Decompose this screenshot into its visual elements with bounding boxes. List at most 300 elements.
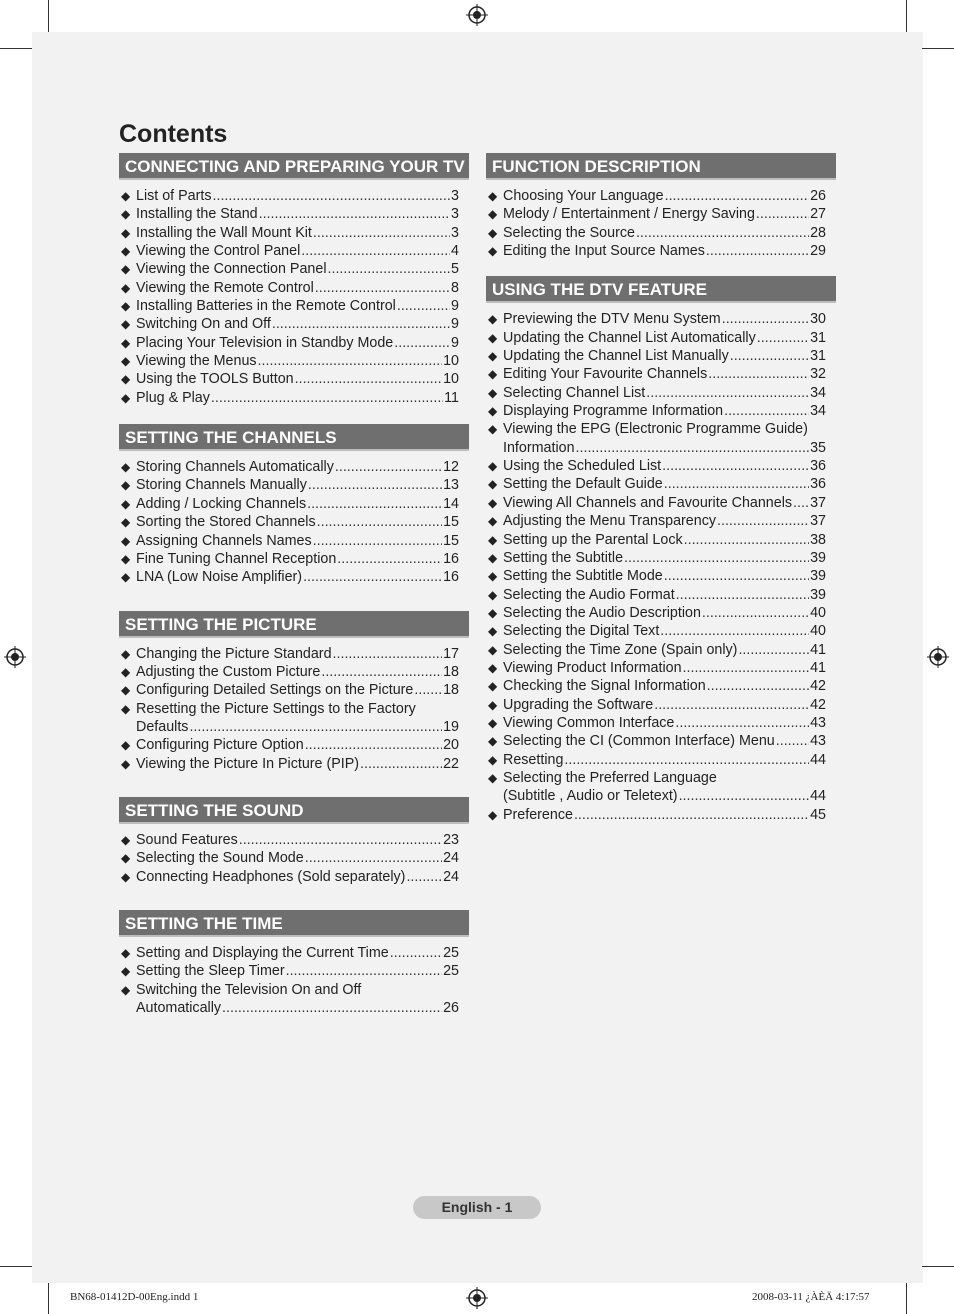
diamond-bullet-icon: ◆: [121, 869, 131, 884]
dot-leader: [321, 663, 442, 681]
toc-entry-label: Preference: [503, 806, 573, 823]
toc-entry-label: Updating the Channel List Manually: [503, 348, 729, 365]
dot-leader: [564, 751, 809, 769]
diamond-bullet-icon: ◆: [488, 225, 498, 240]
toc-entry[interactable]: [488, 586, 826, 604]
toc-list: [119, 645, 469, 773]
dot-leader: [258, 352, 443, 370]
crop-mark: [48, 0, 49, 32]
registration-mark-icon: [466, 1287, 488, 1309]
dot-leader: [730, 347, 809, 365]
toc-page-number: 30: [810, 311, 826, 328]
dot-leader: [756, 205, 809, 223]
toc-page-number: 25: [443, 944, 459, 961]
dot-leader: [664, 475, 809, 493]
toc-page-number: 24: [443, 868, 459, 885]
registration-mark-icon: [927, 646, 949, 668]
diamond-bullet-icon: ◆: [488, 587, 498, 602]
registration-mark-icon: [4, 646, 26, 668]
toc-entry-label: LNA (Low Noise Amplifier): [136, 569, 303, 586]
toc-entry-label: Viewing All Channels and Favourite Channels: [503, 494, 793, 511]
dot-leader: [303, 568, 442, 586]
toc-entry[interactable]: [488, 751, 826, 769]
toc-entry-label-continued: (Subtitle , Audio or Teletext): [503, 788, 678, 805]
toc-page-number: 13: [443, 477, 459, 494]
diamond-bullet-icon: ◆: [488, 550, 498, 565]
toc-entry[interactable]: [121, 315, 459, 333]
toc-entry[interactable]: [488, 384, 826, 402]
toc-entry-label: Setting the Subtitle: [503, 549, 624, 566]
dot-leader: [717, 512, 809, 530]
diamond-bullet-icon: ◆: [121, 982, 131, 997]
toc-entry[interactable]: [488, 696, 826, 714]
toc-entry-label: Sound Features: [136, 831, 238, 848]
diamond-bullet-icon: ◆: [121, 664, 131, 679]
toc-entry[interactable]: [488, 512, 826, 530]
dot-leader: [665, 187, 810, 205]
toc-entry-label: Editing Your Favourite Channels: [503, 366, 708, 383]
diamond-bullet-icon: ◆: [121, 851, 131, 866]
diamond-bullet-icon: ◆: [488, 367, 498, 382]
toc-entry[interactable]: [488, 365, 826, 383]
toc-page-number: 10: [443, 371, 459, 388]
dot-leader: [406, 868, 442, 886]
diamond-bullet-icon: ◆: [488, 624, 498, 639]
diamond-bullet-icon: ◆: [121, 460, 131, 475]
dot-leader: [272, 315, 450, 333]
dot-leader: [707, 677, 809, 695]
diamond-bullet-icon: ◆: [488, 312, 498, 327]
dot-leader: [662, 457, 809, 475]
section-header: CONNECTING AND PREPARING YOUR TV: [119, 153, 469, 180]
toc-page-number: 9: [451, 298, 459, 315]
diamond-bullet-icon: ◆: [121, 280, 131, 295]
toc-entry[interactable]: [121, 849, 459, 867]
section-header: SETTING THE CHANNELS: [119, 424, 469, 451]
toc-entry-label: Connecting Headphones (Sold separately): [136, 868, 406, 885]
toc-entry-label: Previewing the DTV Menu System: [503, 311, 721, 328]
toc-entry-label: Viewing Product Information: [503, 659, 682, 676]
toc-entry-label: Selecting the Digital Text: [503, 623, 660, 640]
toc-page-number: 36: [810, 458, 826, 475]
toc-entry[interactable]: [121, 242, 459, 260]
diamond-bullet-icon: ◆: [488, 514, 498, 529]
toc-entry[interactable]: [488, 224, 826, 242]
dot-leader: [724, 402, 809, 420]
diamond-bullet-icon: ◆: [121, 646, 131, 661]
toc-entry-label-continued: Defaults: [136, 718, 189, 735]
diamond-bullet-icon: ◆: [488, 642, 498, 657]
toc-entry-label: Viewing the Picture In Picture (PIP): [136, 755, 360, 772]
dot-leader: [624, 549, 809, 567]
dot-leader: [213, 187, 451, 205]
toc-page-number: 44: [810, 751, 826, 768]
toc-entry[interactable]: [488, 567, 826, 585]
toc-page-number: 16: [443, 550, 459, 567]
dot-leader: [679, 787, 810, 805]
toc-entry-label: Storing Channels Automatically: [136, 459, 334, 476]
dot-leader: [295, 370, 442, 388]
toc-entry[interactable]: [488, 659, 826, 677]
toc-page-number: 39: [810, 549, 826, 566]
toc-page-number: 17: [443, 645, 459, 662]
diamond-bullet-icon: ◆: [121, 262, 131, 277]
diamond-bullet-icon: ◆: [488, 734, 498, 749]
dot-leader: [328, 260, 451, 278]
toc-section: [119, 910, 469, 1017]
toc-page-number: 3: [451, 206, 459, 223]
toc-page-number: 42: [810, 678, 826, 695]
toc-entry[interactable]: [488, 732, 826, 750]
diamond-bullet-icon: ◆: [121, 372, 131, 387]
dot-leader: [684, 531, 809, 549]
diamond-bullet-icon: ◆: [488, 459, 498, 474]
toc-right-column: [486, 153, 836, 824]
toc-entry[interactable]: [121, 755, 459, 773]
diamond-bullet-icon: ◆: [121, 756, 131, 771]
toc-page-number: 3: [451, 188, 459, 204]
toc-entry-label: Selecting the Audio Format: [503, 586, 675, 603]
dot-leader: [646, 384, 809, 402]
diamond-bullet-icon: ◆: [488, 189, 498, 203]
toc-entry[interactable]: [488, 329, 826, 347]
toc-entry[interactable]: [121, 868, 459, 886]
dot-leader: [676, 586, 809, 604]
toc-entry[interactable]: [488, 531, 826, 549]
toc-page-number: 26: [443, 1000, 459, 1016]
crop-mark: [906, 1283, 907, 1314]
toc-entry[interactable]: [488, 457, 826, 475]
toc-page-number: 38: [810, 531, 826, 548]
toc-entry[interactable]: [121, 663, 459, 681]
toc-entry[interactable]: [121, 495, 459, 513]
dot-leader: [574, 806, 809, 824]
diamond-bullet-icon: ◆: [488, 569, 498, 584]
toc-page-number: 37: [810, 513, 826, 530]
dot-leader: [394, 334, 450, 352]
toc-entry-label: Using the TOOLS Button: [136, 371, 294, 388]
toc-entry[interactable]: [121, 700, 459, 737]
toc-entry[interactable]: [488, 205, 826, 223]
dot-leader: [757, 329, 809, 347]
toc-page-number: 28: [810, 224, 826, 241]
diamond-bullet-icon: ◆: [488, 807, 498, 822]
toc-entry-label: Viewing the Control Panel: [136, 243, 301, 260]
toc-entry-label: Switching the Television On and Off: [136, 981, 362, 998]
toc-page-number: 34: [810, 403, 826, 420]
toc-entry-label: Checking the Signal Information: [503, 678, 706, 695]
dot-leader: [675, 714, 809, 732]
toc-entry-label: Adjusting the Custom Picture: [136, 663, 321, 680]
toc-entry-label: Setting the Default Guide: [503, 476, 663, 493]
toc-entry[interactable]: [488, 769, 826, 806]
crop-mark: [48, 1283, 49, 1314]
diamond-bullet-icon: ◆: [121, 496, 131, 511]
toc-page-number: 42: [810, 696, 826, 713]
toc-entry-label: Configuring Detailed Settings on the Picture: [136, 682, 414, 699]
diamond-bullet-icon: ◆: [488, 660, 498, 675]
dot-leader: [776, 732, 809, 750]
dot-leader: [636, 224, 809, 242]
dot-leader: [259, 205, 450, 223]
diamond-bullet-icon: ◆: [488, 679, 498, 694]
toc-entry-label: Fine Tuning Channel Reception: [136, 550, 337, 567]
section-header: USING THE DTV FEATURE: [486, 276, 836, 303]
toc-entry-label: Selecting the Audio Description: [503, 604, 701, 621]
toc-entry-label: Installing Batteries in the Remote Control: [136, 298, 396, 315]
toc-entry-label: Setting the Sleep Timer: [136, 963, 285, 980]
toc-page-number: 10: [443, 353, 459, 370]
toc-entry[interactable]: [121, 370, 459, 388]
diamond-bullet-icon: ◆: [121, 244, 131, 259]
toc-entry-label: Updating the Channel List Automatically: [503, 329, 756, 346]
dot-leader: [317, 513, 442, 531]
toc-entry-label: Switching On and Off: [136, 316, 271, 333]
toc-page-number: 36: [810, 476, 826, 493]
page-number-badge: English - 1: [413, 1196, 541, 1219]
toc-entry[interactable]: [488, 187, 826, 205]
dot-leader: [390, 944, 442, 962]
toc-page-number: 41: [810, 659, 826, 676]
crop-mark: [906, 0, 907, 32]
toc-entry-label: Melody / Entertainment / Energy Saving: [503, 206, 755, 223]
dot-leader: [305, 849, 442, 867]
toc-page-number: 45: [810, 806, 826, 823]
diamond-bullet-icon: ◆: [121, 317, 131, 332]
dot-leader: [708, 365, 809, 383]
section-header: SETTING THE SOUND: [119, 797, 469, 824]
crop-mark: [0, 48, 32, 49]
toc-entry-label: Selecting the CI (Common Interface) Menu: [503, 733, 775, 750]
toc-entry-label: Viewing the Menus: [136, 353, 257, 370]
dot-leader: [397, 297, 450, 315]
diamond-bullet-icon: ◆: [121, 551, 131, 566]
toc-page-number: 23: [443, 831, 459, 848]
toc-page-number: 26: [810, 188, 826, 204]
toc-entry[interactable]: [121, 513, 459, 531]
toc-entry[interactable]: [121, 645, 459, 663]
diamond-bullet-icon: ◆: [488, 422, 498, 437]
toc-entry[interactable]: [488, 622, 826, 640]
section-header: SETTING THE TIME: [119, 910, 469, 937]
dot-leader: [738, 641, 809, 659]
toc-entry[interactable]: [488, 420, 826, 457]
toc-entry-label: Selecting the Time Zone (Spain only): [503, 641, 738, 658]
diamond-bullet-icon: ◆: [488, 330, 498, 345]
toc-entry[interactable]: [121, 681, 459, 699]
toc-entry[interactable]: [121, 736, 459, 754]
toc-entry-label: Installing the Wall Mount Kit: [136, 224, 312, 241]
toc-entry[interactable]: [121, 260, 459, 278]
diamond-bullet-icon: ◆: [488, 385, 498, 400]
dot-leader: [335, 458, 442, 476]
dot-leader: [360, 755, 442, 773]
toc-entry[interactable]: [121, 458, 459, 476]
toc-entry[interactable]: [121, 297, 459, 315]
toc-entry[interactable]: [488, 310, 826, 328]
toc-entry-label: Viewing the EPG (Electronic Programme Guide): [503, 421, 808, 438]
dot-leader: [414, 681, 442, 699]
toc-entry-label: Setting the Subtitle Mode: [503, 568, 663, 585]
toc-entry[interactable]: [121, 352, 459, 370]
dot-leader: [301, 242, 450, 260]
toc-page-number: 18: [443, 663, 459, 680]
toc-entry-label: List of Parts: [136, 188, 212, 204]
toc-page-number: 3: [451, 224, 459, 241]
toc-entry-label: Placing Your Television in Standby Mode: [136, 334, 394, 351]
dot-leader: [189, 718, 442, 736]
crop-mark: [0, 1266, 32, 1267]
toc-entry[interactable]: [488, 402, 826, 420]
toc-page-number: 14: [443, 495, 459, 512]
toc-entry-label: Configuring Picture Option: [136, 737, 304, 754]
diamond-bullet-icon: ◆: [121, 570, 131, 585]
diamond-bullet-icon: ◆: [121, 478, 131, 493]
toc-section: [486, 276, 836, 824]
toc-entry[interactable]: [488, 604, 826, 622]
toc-section: [119, 797, 469, 886]
toc-entry-label: Installing the Stand: [136, 206, 258, 223]
toc-entry-label: Upgrading the Software: [503, 696, 654, 713]
dot-leader: [305, 736, 442, 754]
file-slug: BN68-01412D-00Eng.indd 1: [70, 1291, 199, 1303]
diamond-bullet-icon: ◆: [488, 715, 498, 730]
diamond-bullet-icon: ◆: [121, 738, 131, 753]
registration-mark-icon: [466, 4, 488, 26]
diamond-bullet-icon: ◆: [488, 532, 498, 547]
diamond-bullet-icon: ◆: [488, 477, 498, 492]
toc-entry[interactable]: [488, 494, 826, 512]
toc-page-number: 19: [443, 718, 459, 735]
toc-entry[interactable]: [121, 224, 459, 242]
page-title: Contents: [119, 120, 228, 148]
toc-page-number: 40: [810, 623, 826, 640]
toc-entry-label: Adding / Locking Channels: [136, 495, 307, 512]
toc-section: [119, 424, 469, 586]
toc-entry[interactable]: [121, 279, 459, 297]
diamond-bullet-icon: ◆: [121, 964, 131, 979]
toc-entry[interactable]: [488, 677, 826, 695]
toc-page-number: 31: [810, 329, 826, 346]
toc-entry-label: Selecting Channel List: [503, 384, 646, 401]
toc-entry[interactable]: [121, 568, 459, 586]
toc-page-number: 8: [451, 279, 459, 296]
diamond-bullet-icon: ◆: [488, 770, 498, 785]
dot-leader: [313, 532, 442, 550]
diamond-bullet-icon: ◆: [121, 701, 131, 716]
dot-leader: [211, 389, 443, 407]
toc-page-number: 37: [810, 494, 826, 511]
dot-leader: [239, 831, 442, 849]
dot-leader: [286, 962, 442, 980]
toc-entry-label: Adjusting the Menu Transparency: [503, 513, 716, 530]
toc-entry[interactable]: [121, 334, 459, 352]
dot-leader: [660, 622, 809, 640]
toc-entry-label: Resetting: [503, 751, 564, 768]
toc-entry-label: Storing Channels Manually: [136, 477, 307, 494]
diamond-bullet-icon: ◆: [488, 244, 498, 259]
diamond-bullet-icon: ◆: [488, 495, 498, 510]
toc-page-number: 39: [810, 586, 826, 603]
toc-entry-label: Viewing Common Interface: [503, 714, 675, 731]
toc-entry[interactable]: [488, 806, 826, 824]
diamond-bullet-icon: ◆: [121, 533, 131, 548]
diamond-bullet-icon: ◆: [488, 752, 498, 767]
toc-list: [119, 458, 469, 586]
dot-leader: [222, 999, 442, 1017]
toc-page-number: 35: [810, 439, 826, 456]
toc-entry[interactable]: [121, 389, 459, 407]
toc-list: [486, 310, 836, 824]
toc-entry-label: Viewing the Remote Control: [136, 279, 314, 296]
toc-entry-label-continued: Automatically: [136, 1000, 222, 1016]
toc-entry[interactable]: [121, 550, 459, 568]
toc-entry[interactable]: [488, 641, 826, 659]
diamond-bullet-icon: ◆: [121, 390, 131, 405]
toc-page-number: 41: [810, 641, 826, 658]
dot-leader: [706, 242, 809, 260]
diamond-bullet-icon: ◆: [488, 404, 498, 419]
toc-entry[interactable]: [488, 242, 826, 260]
toc-entry[interactable]: [488, 347, 826, 365]
toc-entry[interactable]: [121, 532, 459, 550]
dot-leader: [308, 476, 442, 494]
toc-entry[interactable]: [121, 981, 459, 1018]
toc-entry[interactable]: [488, 549, 826, 567]
diamond-bullet-icon: ◆: [121, 683, 131, 698]
diamond-bullet-icon: ◆: [121, 207, 131, 222]
toc-entry[interactable]: [488, 714, 826, 732]
crop-mark: [922, 1266, 954, 1267]
toc-page-number: 24: [443, 850, 459, 867]
toc-entry[interactable]: [488, 475, 826, 493]
dot-leader: [702, 604, 809, 622]
toc-page-number: 39: [810, 568, 826, 585]
toc-page-number: 9: [451, 316, 459, 333]
toc-entry-label: Selecting the Preferred Language: [503, 769, 717, 786]
diamond-bullet-icon: ◆: [488, 349, 498, 364]
diamond-bullet-icon: ◆: [488, 697, 498, 712]
diamond-bullet-icon: ◆: [121, 515, 131, 530]
toc-list: [486, 187, 836, 260]
toc-page-number: 27: [810, 206, 826, 223]
dot-leader: [793, 494, 809, 512]
toc-page-number: 22: [443, 755, 459, 772]
dot-leader: [683, 659, 810, 677]
diamond-bullet-icon: ◆: [488, 605, 498, 620]
diamond-bullet-icon: ◆: [121, 335, 131, 350]
diamond-bullet-icon: ◆: [121, 225, 131, 240]
toc-page-number: 43: [810, 733, 826, 750]
toc-entry-label: Displaying Programme Information: [503, 403, 724, 420]
toc-entry-label: Changing the Picture Standard: [136, 645, 332, 662]
toc-page-number: 15: [443, 532, 459, 549]
toc-entry[interactable]: [121, 831, 459, 849]
toc-section: [486, 153, 836, 260]
toc-entry-label-continued: Information: [503, 439, 575, 456]
toc-page-number: 5: [451, 261, 459, 278]
diamond-bullet-icon: ◆: [488, 207, 498, 222]
toc-entry-label: Selecting the Sound Mode: [136, 850, 304, 867]
toc-section: [119, 611, 469, 773]
toc-entry[interactable]: [121, 187, 459, 205]
toc-entry[interactable]: [121, 205, 459, 223]
toc-entry[interactable]: [121, 962, 459, 980]
toc-entry[interactable]: [121, 944, 459, 962]
dot-leader: [307, 495, 442, 513]
section-header: FUNCTION DESCRIPTION: [486, 153, 836, 180]
toc-entry[interactable]: [121, 476, 459, 494]
